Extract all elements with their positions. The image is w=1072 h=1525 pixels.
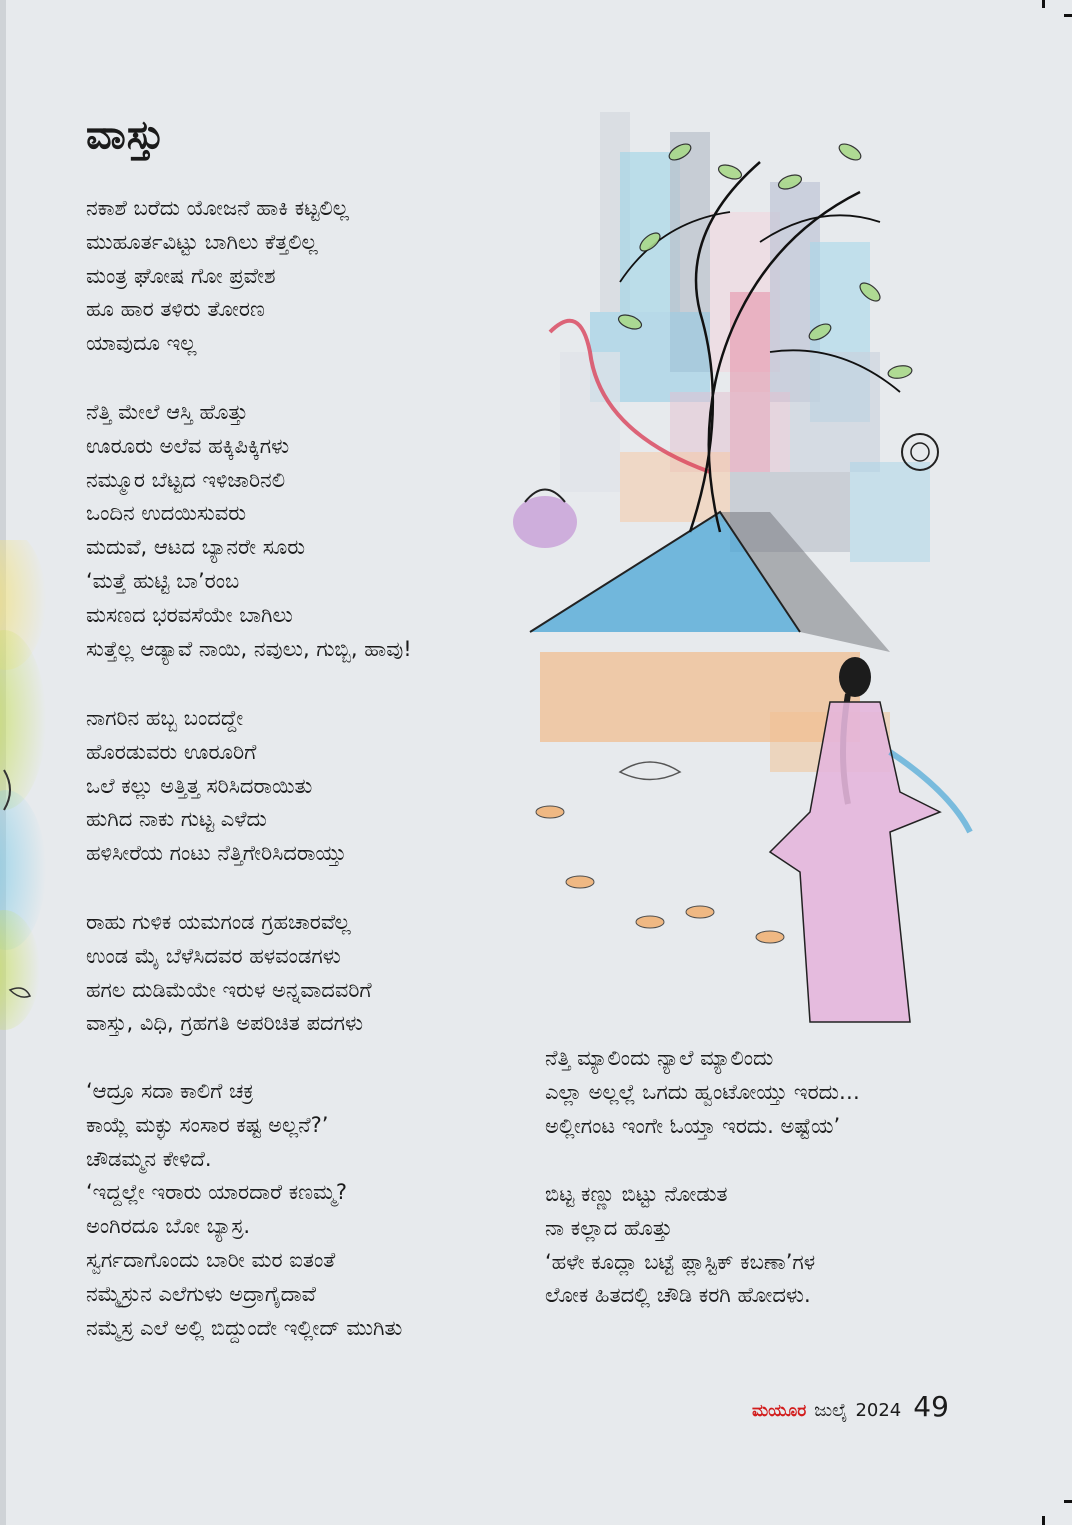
crop-mark-top — [1042, 0, 1045, 8]
crop-mark-top-right — [1064, 14, 1072, 17]
poem-line: ‘ಇದ್ದಲ್ಲೇ ಇರಾರು ಯಾರದಾರೆ ಕಣಮ್ಮ? — [86, 1180, 348, 1205]
poem-line: ನಮ್ಮೆಸ್ರುನ ಎಲೆಗುಳು ಅದ್ರಾಗೈದಾವೆ — [86, 1281, 316, 1306]
crop-mark-bottom — [1042, 1516, 1045, 1525]
edge-watercolor-art — [0, 540, 46, 1060]
stanza-3 — [86, 702, 346, 871]
poem-line: ಅಲ್ಲೀಗಂಟ ಇಂಗೇ ಓಯ್ತಾ ಇರದು. ಅಷ್ಟೆಯ’ — [545, 1113, 841, 1138]
issue-month: ಜುಲೈ — [814, 1400, 848, 1421]
poem-line: ಕಾಯ್ಲೆ ಮಕ್ಳು ಸಂಸಾರ ಕಷ್ಟ ಅಲ್ಲನೆ?’ — [86, 1112, 329, 1137]
stanza-1 — [86, 192, 349, 361]
poem-line: ಹೂ ಹಾರ ತಳಿರು ತೋರಣ — [86, 297, 265, 322]
poem-line: ಲೋಕ ಹಿತದಲ್ಲಿ ಚೌಡಿ ಕರಗಿ ಹೋದಳು. — [545, 1283, 811, 1308]
poem-line: ಅಂಗಿರದೂ ಬೋ ಬ್ಯಾಸ್ರ. — [86, 1214, 251, 1239]
poem-illustration — [470, 92, 990, 1037]
poem-line: ಒಂದಿನ ಉದಯಿಸುವರು — [86, 501, 246, 526]
poem-line: ಮಸಣದ ಭರವಸೆಯೇ ಬಾಗಿಲು — [86, 602, 293, 627]
issue-year: 2024 — [855, 1400, 902, 1421]
poem-line: ಹುಗಿದ ನಾಕು ಗುಟ್ಟ ಎಳೆದು — [86, 807, 267, 832]
poem-line: ಯಾವುದೂ ಇಲ್ಲ — [86, 331, 197, 356]
stanza-4 — [86, 906, 372, 1041]
magazine-brand: ಮಯೂರ — [752, 1401, 807, 1421]
poem-line: ರಾಹು ಗುಳಿಕ ಯಮಗಂಡ ಗ್ರಹಚಾರವೆಲ್ಲ — [86, 910, 351, 934]
poem-line: ನಾಗರಿನ ಹಬ್ಬ ಬಂದದ್ದೇ — [86, 706, 244, 730]
poem-line: ಮುಹೂರ್ತವಿಟ್ಟು ಬಾಗಿಲು ಕೆತ್ತಲಿಲ್ಲ — [86, 229, 318, 254]
poem-line: ಚೌಡಮ್ಮನ ಕೇಳಿದೆ. — [86, 1146, 212, 1171]
poem-line: ‘ಹಳೇ ಕೂದ್ಲಾ ಬಟ್ಟೆ ಪ್ಲಾಸ್ಟಿಕ್ ಕಬಣಾ’ಗಳ — [545, 1249, 816, 1274]
poem-line: ಮಂತ್ರ ಘೋಷ ಗೋ ಪ್ರವೇಶ — [86, 263, 276, 288]
poem-line: ‘ಮತ್ತೆ ಹುಟ್ಟಿ ಬಾ’ರಂಬ — [86, 568, 240, 593]
poem-line: ಹಳಿಸೀರೆಯ ಗಂಟು ನೆತ್ತಿಗೇರಿಸಿದರಾಯ್ತು — [86, 841, 347, 866]
stanza-7 — [545, 1178, 815, 1313]
poem-line: ಮದುವೆ, ಆಟದ ಬ್ಯಾನರೇ ಸೂರು — [86, 535, 306, 560]
poem-line: ಎಲ್ಲಾ ಅಲ್ಲಲ್ಲೆ ಒಗದು ಹ್ವಂಟೋಯ್ತು ಇರದು… — [545, 1079, 860, 1104]
poem-line: ಬಿಟ್ಟ ಕಣ್ಣು ಬಿಟ್ಟು ನೋಡುತ — [545, 1182, 728, 1206]
poem-title: ವಾಸ್ತು — [86, 112, 166, 158]
poem-line: ನಕಾಶೆ ಬರೆದು ಯೋಜನೆ ಹಾಕಿ ಕಟ್ಟಲಿಲ್ಲ — [86, 196, 349, 220]
poem-line: ಹೊರಡುವರು ಊರೂರಿಗೆ — [86, 739, 257, 764]
poem-line: ನೆತ್ತಿ ಮ್ಯಾಲಿಂದು ನ್ಯಾಲೆ ಮ್ಯಾಲಿಂದು — [545, 1046, 774, 1070]
poem-line: ಹಗಲ ದುಡಿಮೆಯೇ ಇರುಳ ಅನ್ನವಾದವರಿಗೆ — [86, 977, 372, 1002]
poem-line: ಉಂಡ ಮೈ ಬೆಳೆಸಿದವರ ಹಳವಂಡಗಳು — [86, 943, 341, 968]
poem-line: ನಾ ಕಲ್ಲಾದ ಹೊತ್ತು — [545, 1215, 673, 1240]
stanza-5 — [86, 1075, 402, 1345]
crop-mark-bottom-right — [1064, 1500, 1072, 1503]
stanza-6 — [545, 1042, 860, 1143]
poem-line: ಸುತ್ತೆಲ್ಲ ಆಡ್ಯಾವೆ ನಾಯಿ, ನವುಲು, ಗುಬ್ಬಿ, ಹಾವು! — [86, 636, 412, 661]
poem-line: ಒಲೆ ಕಲ್ಲು ಅತ್ತಿತ್ತ ಸರಿಸಿದರಾಯಿತು — [86, 773, 313, 798]
poem-line: ನಮ್ಮೂರ ಬೆಟ್ಟದ ಇಳಿಜಾರಿನಲಿ — [86, 467, 286, 492]
page-number: 49 — [913, 1390, 949, 1423]
poem-line: ನಮ್ಮೆಸ್ರ ಎಲೆ ಅಲ್ಲಿ ಬಿದ್ದುಂದೇ ಇಲ್ಲೀದ್ ಮುಗಿತು — [86, 1315, 403, 1340]
poem-line: ಸ್ವರ್ಗದಾಗೊಂದು ಬಾರೀ ಮರ ಐತಂತೆ — [86, 1247, 336, 1272]
poem-line: ಊರೂರು ಅಲೆವ ಹಕ್ಕಿಪಿಕ್ಕಿಗಳು — [86, 433, 290, 458]
poem-line: ‘ಆದ್ರೂ ಸದಾ ಕಾಲಿಗೆ ಚಕ್ರ — [86, 1079, 254, 1103]
poem-line: ವಾಸ್ತು, ವಿಧಿ, ಗ್ರಹಗತಿ ಅಪರಿಚಿತ ಪದಗಳು — [86, 1011, 364, 1036]
stanza-2 — [86, 396, 412, 666]
poem-line: ನೆತ್ತಿ ಮೇಲೆ ಆಸ್ತಿ ಹೊತ್ತು — [86, 400, 248, 424]
page-footer — [752, 1390, 949, 1430]
